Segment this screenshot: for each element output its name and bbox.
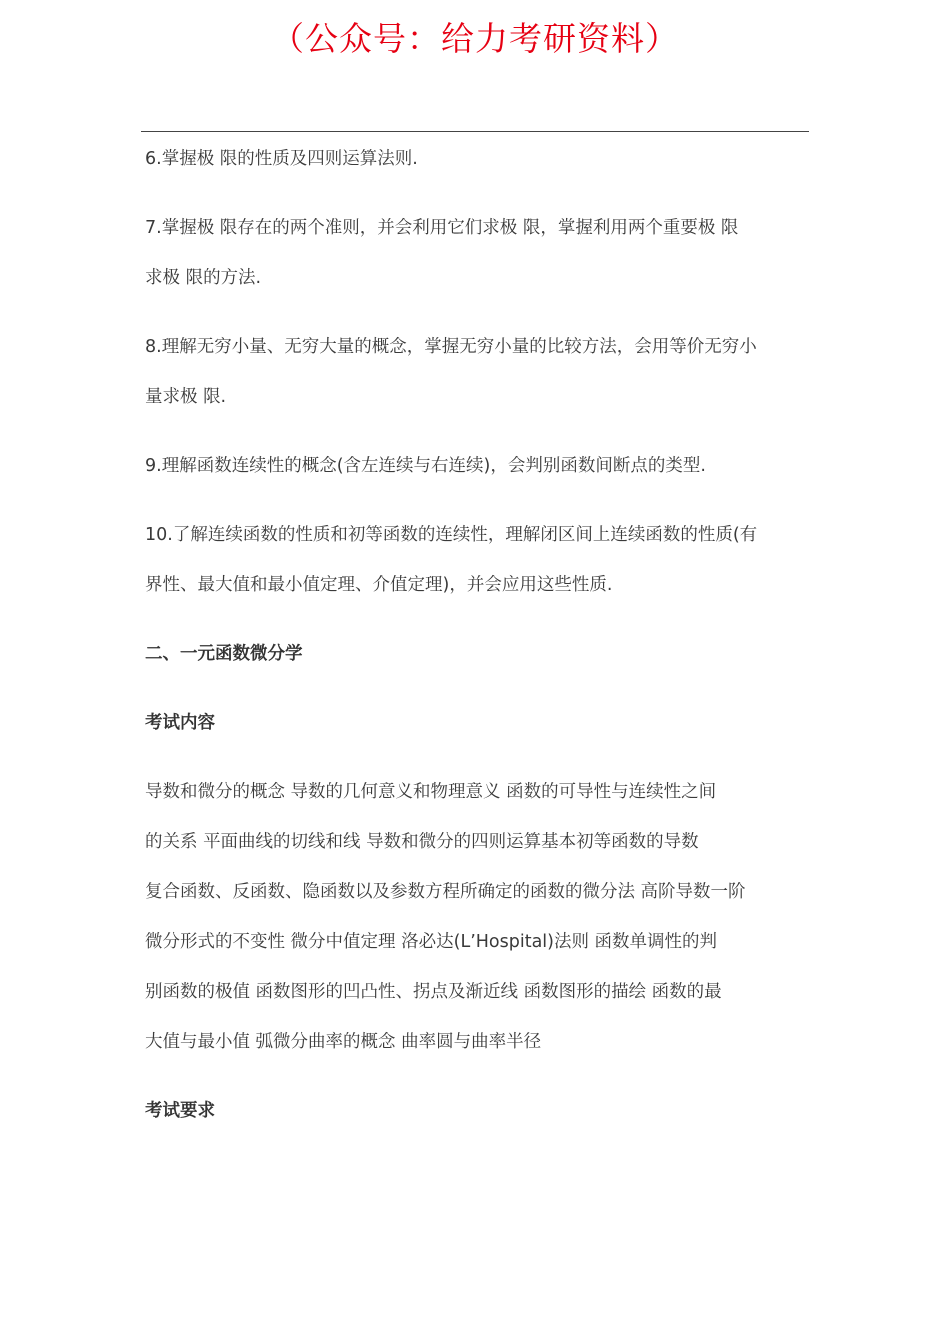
text-line: 大值与最小值 弧微分曲率的概念 曲率圆与曲率半径: [145, 1032, 542, 1052]
text-line: 复合函数、反函数、隐函数以及参数方程所确定的函数的微分法 高阶导数一阶: [145, 882, 746, 902]
requirement-item-10: [145, 510, 809, 610]
requirement-item-9: [145, 441, 809, 491]
watermark-header-title: （公众号：给力考研资料）: [271, 19, 679, 58]
text-line: 的关系 平面曲线的切线和线 导数和微分的四则运算基本初等函数的导数: [145, 832, 699, 852]
requirement-item-6: [145, 134, 809, 184]
text-line: 微分形式的不变性 微分中值定理 洛必达(L’Hospital)法则 函数单调性的判: [145, 932, 718, 952]
requirement-item-7: [145, 203, 809, 303]
header-divider: [141, 131, 809, 132]
text-line: 10.了解连续函数的性质和初等函数的连续性，理解闭区间上连续函数的性质(有: [145, 525, 758, 545]
text-line: 9.理解函数连续性的概念(含左连续与右连续)，会判别函数间断点的类型.: [145, 456, 706, 476]
text-line: 6.掌握极 限的性质及四则运算法则.: [145, 149, 418, 169]
text-line: 界性、最大值和最小值定理、介值定理)，并会应用这些性质.: [145, 575, 613, 595]
requirement-item-8: [145, 322, 809, 422]
text-line: 别函数的极值 函数图形的凹凸性、拐点及渐近线 函数图形的描绘 函数的最: [145, 982, 722, 1002]
text-line: 7.掌握极 限存在的两个准则，并会利用它们求极 限，掌握利用两个重要极 限: [145, 218, 739, 238]
section-heading: 二、一元函数微分学: [145, 644, 303, 664]
text-line: 导数和微分的概念 导数的几何意义和物理意义 函数的可导性与连续性之间: [145, 782, 717, 802]
exam-requirements-heading: 考试要求: [145, 1101, 215, 1121]
exam-content-paragraph: [145, 767, 809, 1067]
exam-content-heading: 考试内容: [145, 713, 215, 733]
text-line: 求极 限的方法.: [145, 268, 262, 288]
document-body: [145, 134, 809, 1155]
text-line: 量求极 限.: [145, 387, 227, 407]
text-line: 8.理解无穷小量、无穷大量的概念，掌握无穷小量的比较方法，会用等价无穷小: [145, 337, 757, 357]
